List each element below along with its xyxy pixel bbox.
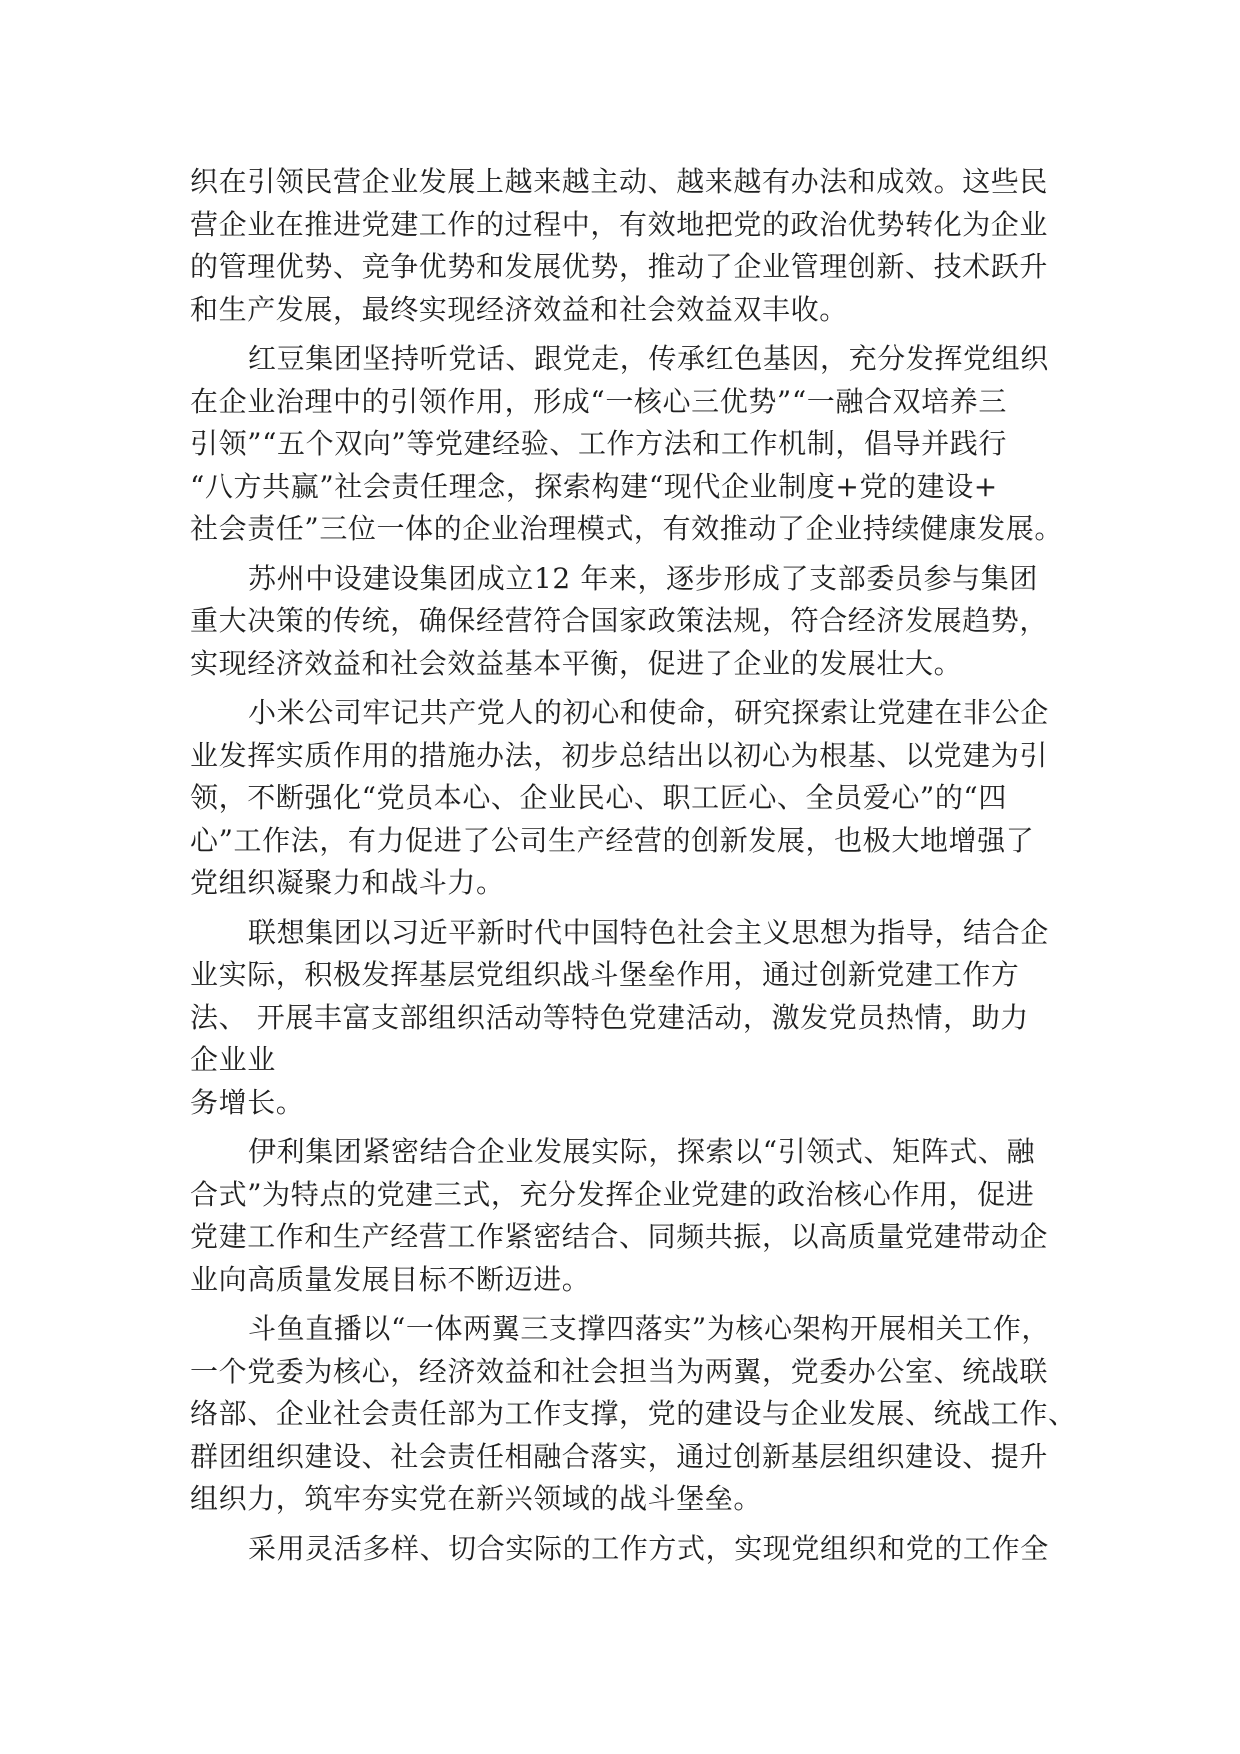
text-line: “八方共赢”社会责任理念，探索构建“现代企业制度+党的建设+ — [190, 469, 998, 503]
paragraph — [190, 912, 1070, 1125]
text-line: 务增长。 — [190, 1085, 305, 1119]
text-line: 业向高质量发展目标不断迈进。 — [190, 1262, 591, 1296]
text-line: 在企业治理中的引领作用，形成“一核心三优势”“一融合双培养三 — [190, 384, 1007, 418]
text-line: 重大决策的传统，确保经营符合国家政策法规，符合经济发展趋势， — [190, 604, 1049, 637]
paragraph — [190, 338, 1070, 551]
paragraph — [190, 1131, 1070, 1301]
text-line: 群团组织建设、社会责任相融合落实，通过创新基层组织建设、提升 — [190, 1439, 1049, 1473]
text-line: 斗鱼直播以“一体两翼三支撑四落实”为核心架构开展相关工作， — [248, 1312, 1051, 1345]
text-line: 络部、企业社会责任部为工作支撑，党的建设与企业发展、统战工作、 — [190, 1397, 1077, 1430]
paragraph — [190, 558, 1070, 686]
text-line: 业发挥实质作用的措施办法，初步总结出以初心为根基、以党建为引 — [190, 738, 1049, 772]
text-line: 实现经济效益和社会效益基本平衡，促进了企业的发展壮大。 — [190, 646, 963, 680]
paragraph — [190, 692, 1070, 905]
text-line: 业实际，积极发挥基层党组织战斗堡垒作用，通过创新党建工作方 — [190, 958, 1020, 991]
text-line: 党建工作和生产经营工作紧密结合、同频共振，以高质量党建带动企 — [190, 1220, 1049, 1253]
paragraph — [190, 161, 1070, 331]
text-line: 领，不断强化“党员本心、企业民心、职工匠心、全员爱心”的“四 — [190, 781, 1007, 814]
paragraph — [190, 1308, 1077, 1521]
text-line: 联想集团以习近平新时代中国特色社会主义思想为指导，结合企 — [248, 915, 1049, 949]
text-line: 红豆集团坚持听党话、跟党走，传承红色基因，充分发挥党组织 — [248, 342, 1049, 375]
text-line: 一个党委为核心，经济效益和社会担当为两翼，党委办公室、统战联 — [190, 1354, 1049, 1388]
text-line: 法、 开展丰富支部组织活动等特色党建活动，激发党员热情，助力 — [190, 1000, 1029, 1034]
text-line: 社会责任”三位一体的企业治理模式，有效推动了企业持续健康发展。 — [190, 512, 1063, 545]
text-line: 企业业 — [190, 1043, 276, 1076]
text-line: 苏州中设建设集团成立12 年来，逐步形成了支部委员参与集团 — [248, 561, 1038, 595]
text-line: 的管理优势、竞争优势和发展优势，推动了企业管理创新、技术跃升 — [190, 250, 1049, 283]
text-line: 引领”“五个双向”等党建经验、工作方法和工作机制，倡导并践行 — [190, 427, 1007, 460]
text-line: 营企业在推进党建工作的过程中，有效地把党的政治优势转化为企业 — [190, 207, 1049, 241]
text-line: 和生产发展，最终实现经济效益和社会效益双丰收。 — [190, 292, 848, 326]
body-text — [190, 161, 1077, 1577]
text-line: 党组织凝聚力和战斗力。 — [190, 866, 505, 899]
text-line: 组织力，筑牢夯实党在新兴领域的战斗堡垒。 — [190, 1482, 763, 1515]
text-line: 合式”为特点的党建三式，充分发挥企业党建的政治核心作用，促进 — [190, 1177, 1035, 1211]
text-line: 采用灵活多样、切合实际的工作方式，实现党组织和党的工作全 — [248, 1531, 1049, 1565]
text-line: 织在引领民营企业发展上越来越主动、越来越有办法和成效。这些民 — [190, 165, 1049, 198]
text-line: 心”工作法，有力促进了公司生产经营的创新发展，也极大地增强了 — [190, 823, 1035, 857]
paragraph — [190, 1528, 1070, 1571]
text-line: 伊利集团紧密结合企业发展实际，探索以“引领式、矩阵式、融 — [248, 1135, 1036, 1168]
text-line: 小米公司牢记共产党人的初心和使命，研究探索让党建在非公企 — [248, 696, 1049, 729]
